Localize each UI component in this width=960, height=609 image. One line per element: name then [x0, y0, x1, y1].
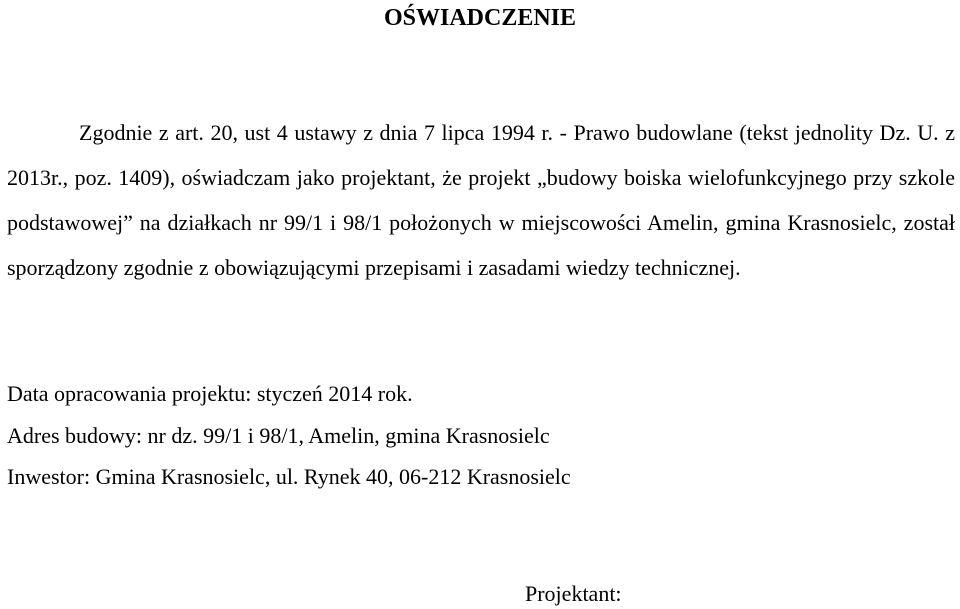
project-date-line: Data opracowania projektu: styczeń 2014 rok. — [7, 381, 413, 406]
investor-line: Inwestor: Gmina Krasnosielc, ul. Rynek 40, 06-212 Krasnosielc — [7, 464, 571, 489]
document-title: OŚWIADCZENIE — [383, 5, 577, 31]
construction-address-line: Adres budowy: nr dz. 99/1 i 98/1, Amelin, gmina Krasnosielc — [7, 423, 550, 448]
designer-signature-label: Projektant: — [525, 581, 622, 606]
declaration-paragraph: Zgodnie z art. 20, ust 4 ustawy z dnia 7 lipca 1994 r. - Prawo budowlane (tekst jednolity Dz. U. z 2013r., poz. 1409), oświadczam jako projektant, że projekt „budowy boiska wielofunkcyjnego przy szkole podstawowej” na działkach nr 99/1 i 98/1 położonych w miejscowości Amelin, gmina Krasnosielc, został sporządzony zgodnie z obowiązującymi przepisami i zasadami wiedzy technicznej. — [7, 120, 955, 280]
